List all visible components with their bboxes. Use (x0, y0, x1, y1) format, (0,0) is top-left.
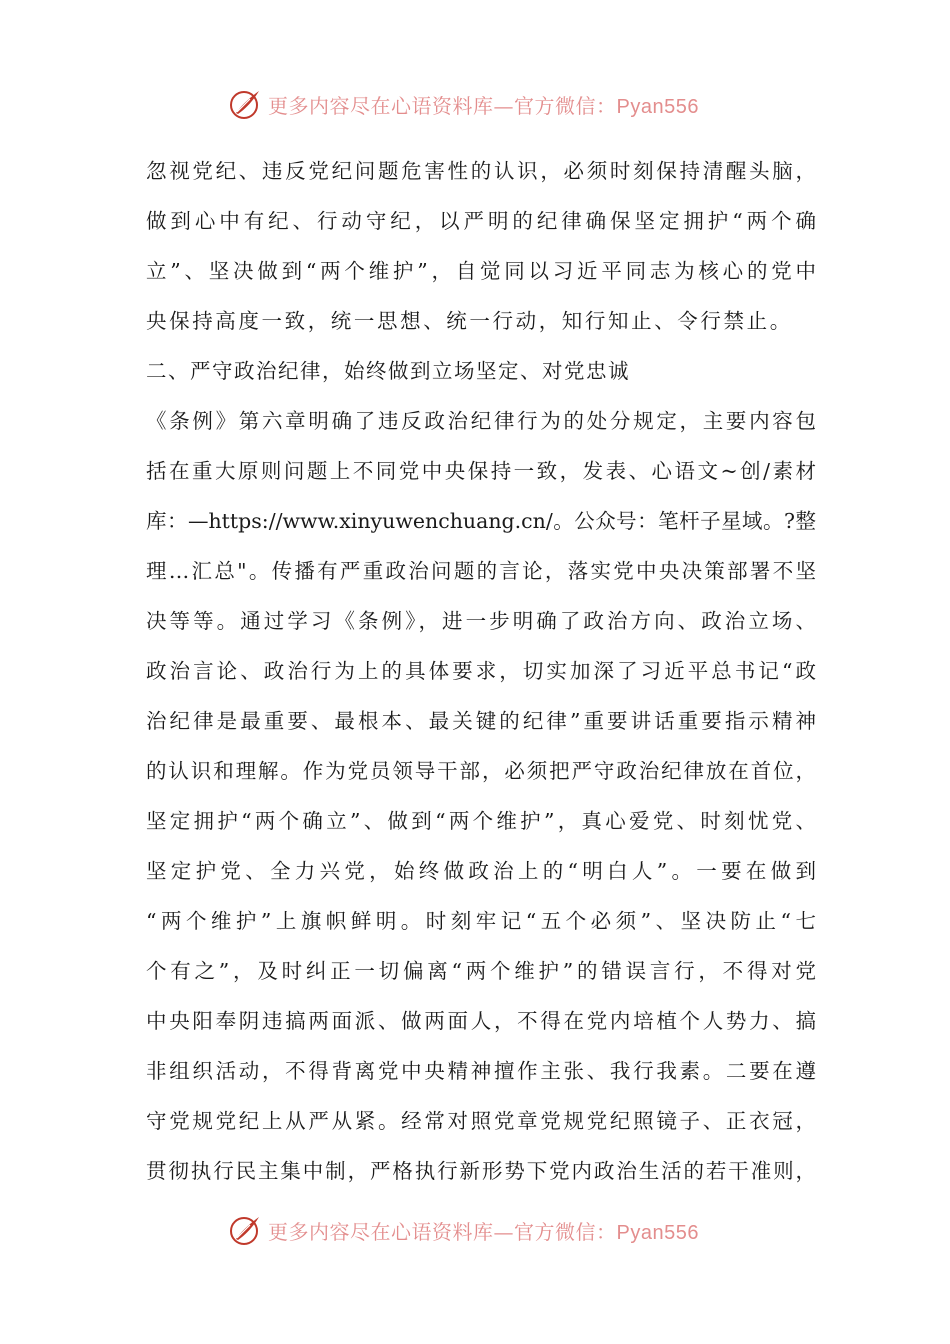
body-line: “两个维护”上旗帜鲜明。时刻牢记“五个必须”、坚决防止“七 (146, 909, 816, 933)
body-line: 决等等。通过学习《条例》，进一步明确了政治方向、政治立场、 (146, 609, 816, 633)
section-heading: 二、严守政治纪律，始终做到立场坚定、对党忠诚 (146, 359, 630, 383)
body-line: 政治言论、政治行为上的具体要求，切实加深了习近平总书记“政 (146, 659, 816, 683)
header-banner (228, 84, 748, 124)
body-line: 坚定护党、全力兴党，始终做政治上的“明白人”。一要在做到 (146, 859, 816, 883)
body-line: 括在重大原则问题上不同党中央保持一致，发表、心语文~创/素材 (146, 459, 816, 483)
footer-wechat-id: Pyan556 (616, 1221, 699, 1244)
document-body (146, 146, 816, 1196)
body-line: 个有之”，及时纠正一切偏离“两个维护”的错误言行，不得对党 (146, 959, 816, 983)
quill-logo-icon (228, 1213, 262, 1247)
body-line: 守党规党纪上从严从紧。经常对照党章党规党纪照镜子、正衣冠， (146, 1109, 816, 1133)
header-banner-text: 更多内容尽在心语资料库—官方微信：Pyan556 (268, 93, 699, 118)
footer-banner-text: 更多内容尽在心语资料库—官方微信：Pyan556 (268, 1219, 699, 1244)
body-line: 库：—https://www.xinyuwenchuang.cn/。公众号：笔杆子星域。?整 (146, 509, 816, 533)
body-line: 贯彻执行民主集中制，严格执行新形势下党内政治生活的若干准则， (146, 1159, 816, 1183)
body-line: 中央阳奉阴违搞两面派、做两面人，不得在党内培植个人势力、搞 (146, 1009, 816, 1033)
body-line: 理…汇总"。传播有严重政治问题的言论，落实党中央决策部署不坚 (146, 559, 816, 583)
quill-logo-icon (228, 87, 262, 121)
header-wechat-id: Pyan556 (616, 95, 699, 118)
body-line: 治纪律是最重要、最根本、最关键的纪律”重要讲话重要指示精神 (146, 709, 816, 733)
footer-banner (228, 1210, 748, 1250)
body-line: 的认识和理解。作为党员领导干部，必须把严守政治纪律放在首位， (146, 759, 816, 783)
body-line: 《条例》第六章明确了违反政治纪律行为的处分规定，主要内容包 (146, 409, 816, 433)
body-line: 立”、坚决做到“两个维护”，自觉同以习近平同志为核心的党中 (146, 259, 816, 283)
body-line: 央保持高度一致，统一思想、统一行动，知行知止、令行禁止。 (146, 309, 793, 333)
body-line: 做到心中有纪、行动守纪，以严明的纪律确保坚定拥护“两个确 (146, 209, 816, 233)
body-line: 非组织活动，不得背离党中央精神擅作主张、我行我素。二要在遵 (146, 1059, 816, 1083)
body-line: 坚定拥护“两个确立”、做到“两个维护”，真心爱党、时刻忧党、 (146, 809, 816, 833)
body-line: 忽视党纪、违反党纪问题危害性的认识，必须时刻保持清醒头脑， (146, 159, 816, 183)
